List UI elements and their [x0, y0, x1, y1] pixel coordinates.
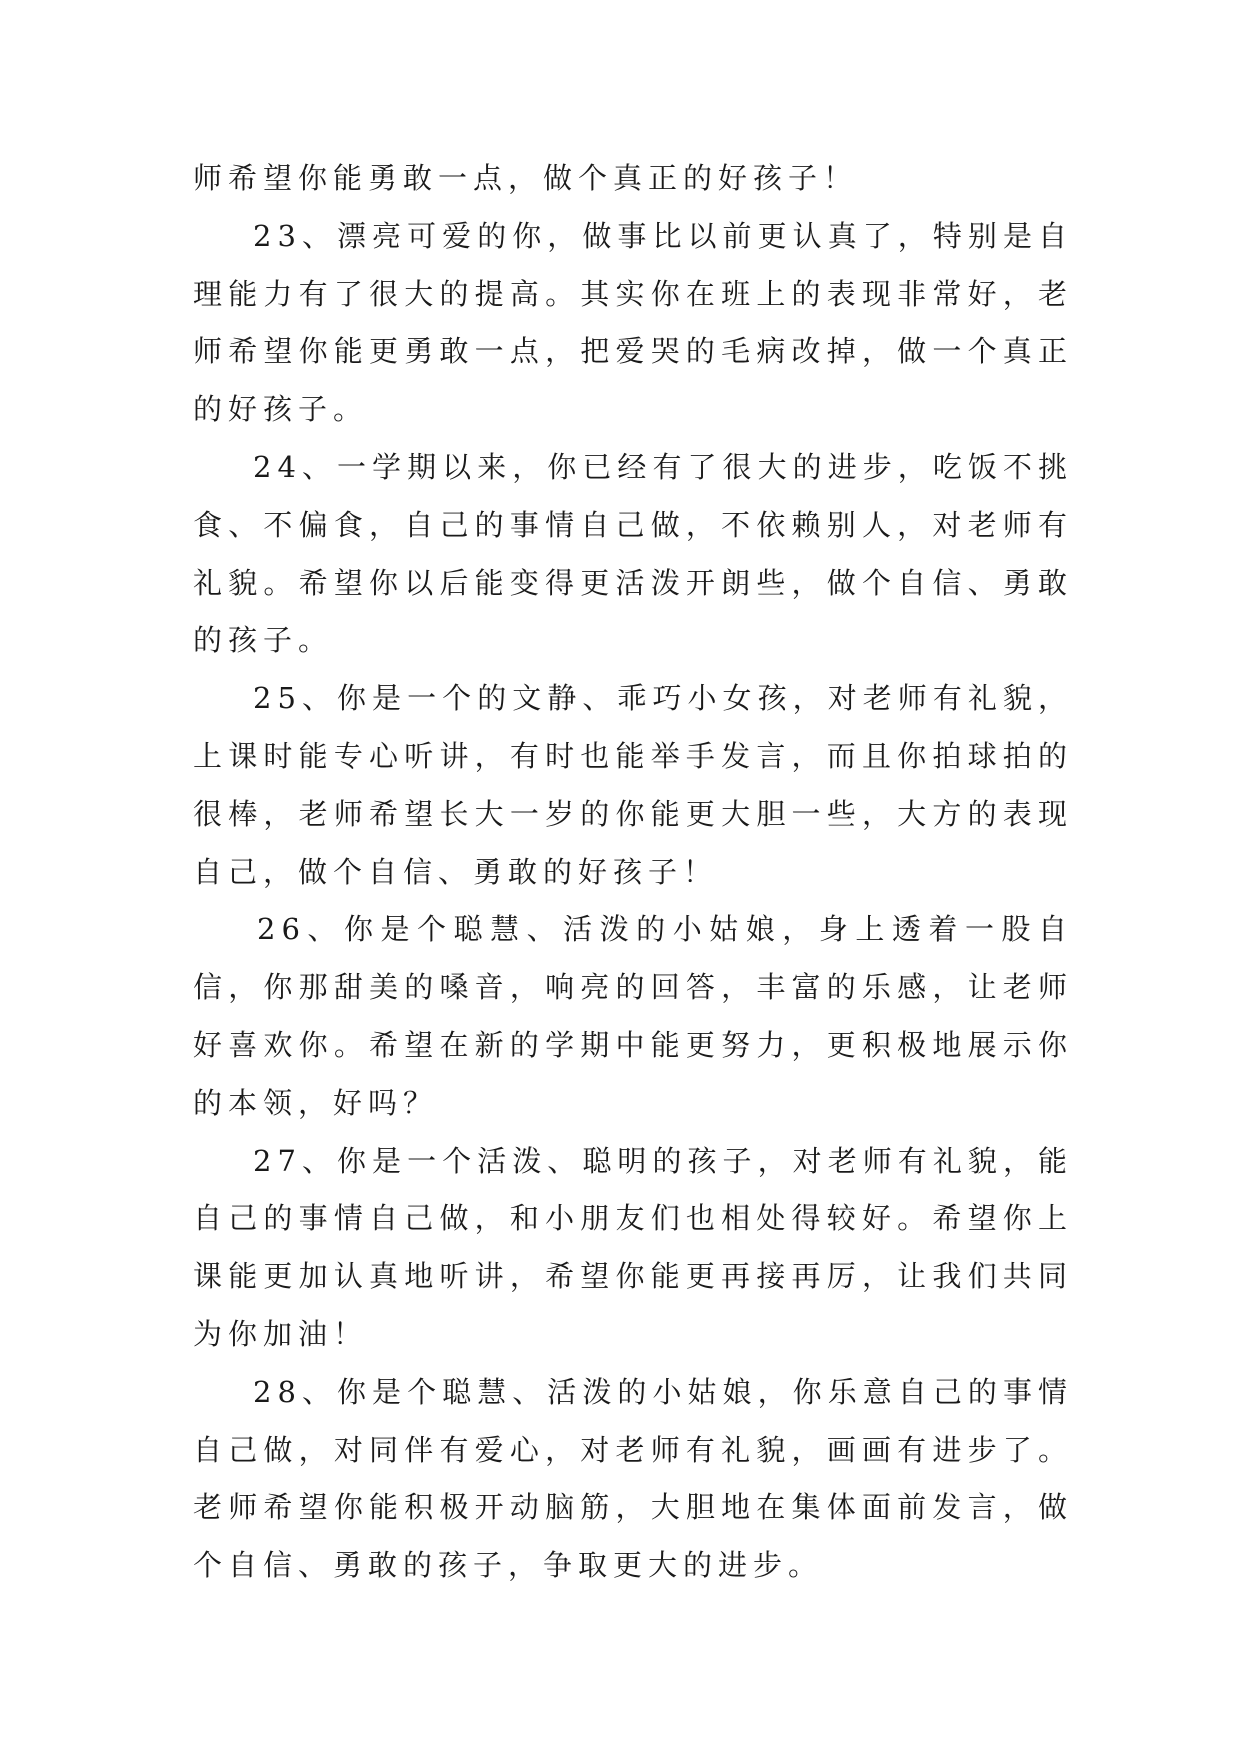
paragraph-26: 26、你是个聪慧、活泼的小姑娘，身上透着一股自信，你那甜美的嗓音，响亮的回答，丰富的乐感，让老师好喜欢你。希望在新的学期中能更努力，更积极地展示你的本领，好吗？ — [193, 912, 1073, 1120]
paragraph-24: 24、一学期以来，你已经有了很大的进步，吃饭不挑食、不偏食，自己的事情自己做，不依赖别人，对老师有礼貌。希望你以后能变得更活泼开朗些，做个自信、勇敢的孩子。 — [193, 449, 1073, 658]
paragraph-23: 23、漂亮可爱的你，做事比以前更认真了，特别是自理能力有了很大的提高。其实你在班上的表现非常好，老师希望你能更勇敢一点，把爱哭的毛病改掉，做一个真正的好孩子。 — [193, 218, 1073, 427]
paragraph-28: 28、你是个聪慧、活泼的小姑娘，你乐意自己的事情自己做，对同伴有爱心，对老师有礼貌，画画有进步了。老师希望你能积极开动脑筋，大胆地在集体面前发言，做个自信、勇敢的孩子，争取更大的进步。 — [193, 1374, 1073, 1583]
paragraph-continuation: 师希望你能勇敢一点，做个真正的好孩子！ — [193, 161, 859, 195]
paragraph-27: 27、你是一个活泼、聪明的孩子，对老师有礼貌，能自己的事情自己做，和小朋友们也相处得较好。希望你上课能更加认真地听讲，希望你能更再接再厉，让我们共同为你加油！ — [193, 1143, 1073, 1351]
document-body — [193, 150, 1073, 1595]
paragraph-25: 25、你是一个的文静、乖巧小女孩，对老师有礼貌，上课时能专心听讲，有时也能举手发言，而且你拍球拍的很棒，老师希望长大一岁的你能更大胆一些，大方的表现自己，做个自信、勇敢的好孩子！ — [193, 681, 1073, 889]
